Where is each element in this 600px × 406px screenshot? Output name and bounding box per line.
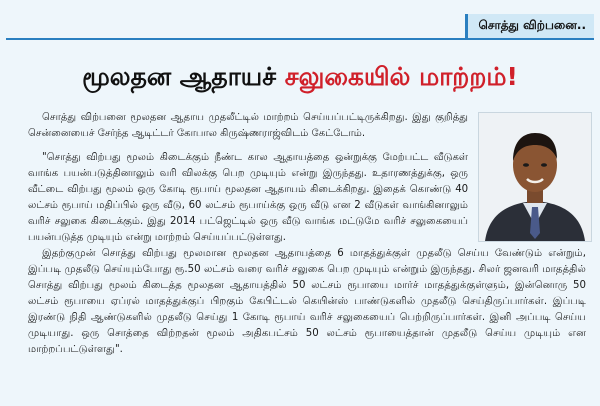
paragraph-intro: சொத்து விற்பனை மூலதன ஆதாய முதலீட்டில் மாற்றம் செய்யப்பட்டிருக்கிறது. இது குறித்து சென்னையைச் சேர்ந்த ஆடிட்டர் கோபால கிருஷ்ணராஜ்விடம் கேட்டோம். [28, 112, 468, 139]
headline [0, 52, 600, 102]
auditor-photo [478, 112, 592, 242]
top-divider [6, 38, 594, 40]
headline-part1: மூலதன ஆதாயச் [82, 62, 277, 91]
section-tag: சொத்து விற்பனை.. [465, 14, 594, 39]
article-body-top [28, 110, 468, 254]
paragraph-quote: "சொத்து விற்பது மூலம் கிடைக்கும் நீண்ட கால ஆதாயத்தை ஒன்றுக்கு மேற்பட்ட வீடுகள் வாங்க பயன்படுத்தினாலும் வரி விலக்கு பெற முடியும் என்று இருந்தது. உதாரணத்துக்கு, ஒரு வீட்டை விற்பது மூலம் ஒரு கோடி ரூபாய் மூலதன ஆதாயம் கிடைக்கிறது. இதைக் கொண்டு 40 லட்சம் ரூபாய் மதிப்பில் ஒரு வீடு, 60 லட்சம் ரூபாய்க்கு ஒரு வீடு என 2 வீடுகள் வாங்கினாலும் வரிச் சலுகை கிடைக்கும். இது 2014 பட்ஜெட்டில் ஒரு வீடு வாங்க மட்டுமே வரிச் சலுகையைப் பயன்படுத்த முடியும் என்று மாற்றம் செய்யப்பட்டுள்ளது. [28, 152, 468, 243]
headline-part2: சலுகையில் மாற்றம்! [284, 62, 518, 91]
paragraph-details: இதற்குமுன் சொத்து விற்பது மூலமான மூலதன ஆதாயத்தை 6 மாதத்துக்குள் முதலீடு செய்ய வேண்டும் என்றும், இப்படி முதலீடு செய்யும்போது ரூ.50 லட்சம் வரை வரிச் சலுகை பெற முடியும் என்றும் இருந்தது. சிலர் ஜனவரி மாதத்தில் சொத்து விற்பது மூலம் கிடைத்த மூலதன ஆதாயத்தில் 50 லட்சம் ரூபாயை மார்ச் மாதத்துக்குள்ளும், இன்னொரு 50 லட்சம் ரூபாயை ஏப்ரல் மாதத்துக்குப் பிறகும் கேபிட்டல் கெயின்ஸ் பாண்டுகளில் முதலீடு செய்திருப்பார்கள். இப்படி இரண்டு நிதி ஆண்டுகளில் முதலீடு செய்து 1 கோடி ரூபாய் வரிச் சலுகையைப் பெற்றிருப்பார்கள். இனி அப்படி செய்ய முடியாது. ஒரு சொத்தை விற்றதன் மூலம் அதிகபட்சம் 50 லட்சம் ரூபாயைத்தான் முதலீடு செய்ய முடியும் என மாற்றப்பட்டுள்ளது". [28, 248, 586, 355]
article-body-bottom [28, 246, 586, 358]
